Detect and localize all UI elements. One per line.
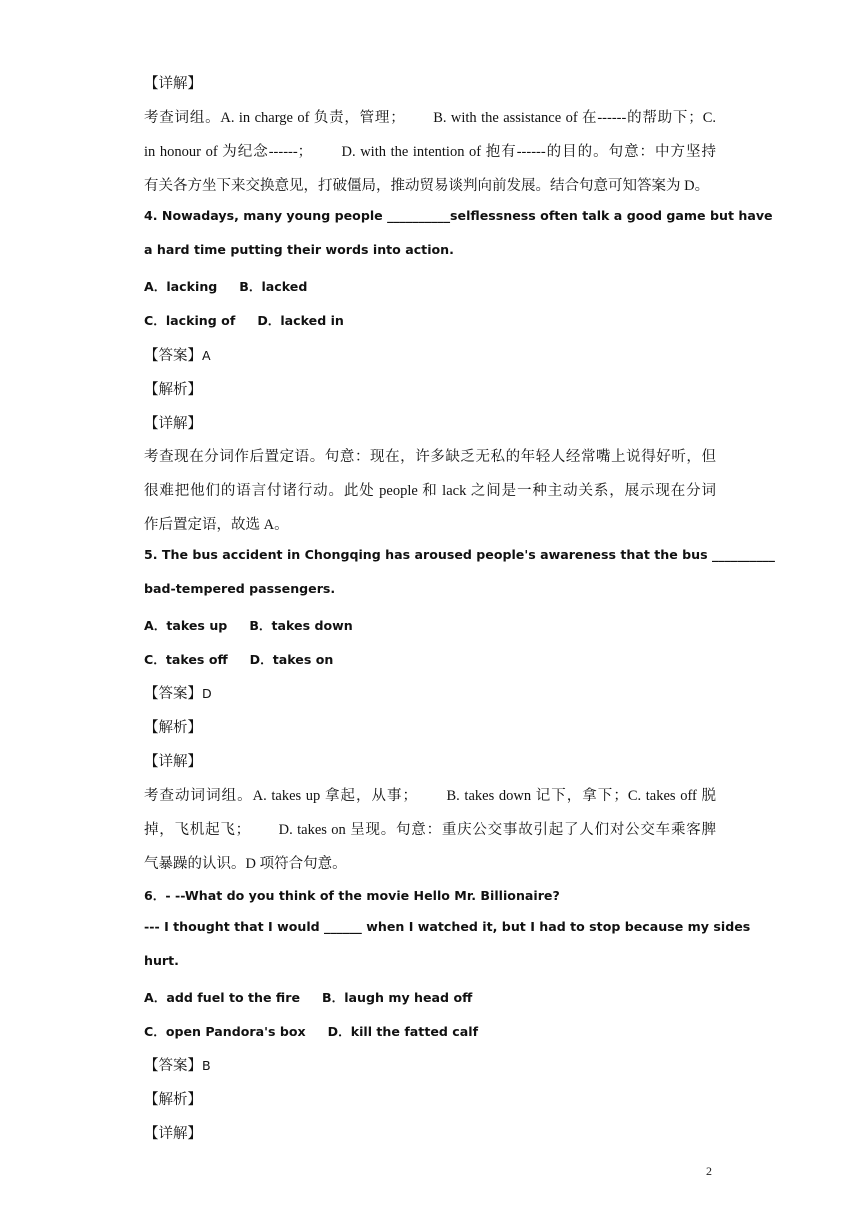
q5-explanation-line-2: 掉，飞机起飞； D. takes on 呈现。句意：重庆公交事故引起了人们对公交车乘客脾 <box>144 822 716 838</box>
q4-option-a: A．lacking <box>144 279 218 294</box>
q5-option-d: D．takes on <box>249 652 334 667</box>
q5-options-row-1 <box>144 615 716 634</box>
q4-answer-value: A <box>202 348 211 363</box>
answer-label: 【答案】 <box>144 686 202 702</box>
q3-explanation-line-1: 考查词组。A. in charge of 负责，管理； B. with the assistance of 在------的帮助下；C. <box>144 110 716 126</box>
q5-options-row-2 <box>144 649 716 668</box>
q6-stem-line-1: 6．- --What do you think of the movie Hello Mr. Billionaire? <box>144 888 560 903</box>
analysis-label: 【解析】 <box>144 1092 202 1108</box>
q6-answer <box>144 1054 716 1075</box>
detail-label: 【详解】 <box>144 416 202 432</box>
q4-answer <box>144 344 716 365</box>
q4-explanation-line-2: 很难把他们的语言付诸行动。此处 people 和 lack 之间是一种主动关系，展示现在分词 <box>144 483 716 499</box>
q4-option-c: C．lacking of <box>144 313 236 328</box>
detail-label: 【详解】 <box>144 754 202 770</box>
detail-label: 【详解】 <box>144 1126 202 1142</box>
q4-stem-line-1: 4. Nowadays, many young people __________selflessness often talk a good game but have <box>144 208 773 223</box>
q6-option-b: B．laugh my head off <box>322 990 473 1005</box>
q6-answer-value: B <box>202 1058 211 1073</box>
q4-explanation-line-3: 作后置定语，故选 A。 <box>144 517 289 533</box>
q5-answer <box>144 682 716 703</box>
q5-stem-line-1: 5. The bus accident in Chongqing has aroused people's awareness that the bus __________ <box>144 547 775 562</box>
q4-option-d: D．lacked in <box>257 313 344 328</box>
q6-option-c: C．open Pandora's box <box>144 1024 306 1039</box>
q6-option-d: D．kill the fatted calf <box>327 1024 479 1039</box>
q4-options-row-1 <box>144 276 716 295</box>
answer-label: 【答案】 <box>144 1058 202 1074</box>
q6-options-row-2 <box>144 1021 716 1040</box>
detail-label: 【详解】 <box>144 76 202 92</box>
q6-options-row-1 <box>144 987 716 1006</box>
q5-answer-value: D <box>202 686 212 701</box>
q5-option-b: B．takes down <box>249 618 353 633</box>
q4-stem-line-2: a hard time putting their words into action. <box>144 242 454 257</box>
q4-option-b: B．lacked <box>239 279 308 294</box>
analysis-label: 【解析】 <box>144 720 202 736</box>
q4-explanation-line-1: 考查现在分词作后置定语。句意：现在，许多缺乏无私的年轻人经常嘴上说得好听，但 <box>144 449 716 465</box>
q4-options-row-2 <box>144 310 716 329</box>
analysis-label: 【解析】 <box>144 382 202 398</box>
q6-stem-line-2: --- I thought that I would ______ when I watched it, but I had to stop because my sides <box>144 919 751 934</box>
q3-explanation-line-2: in honour of 为纪念------； D. with the intention of 抱有------的目的。句意：中方坚持 <box>144 144 716 160</box>
page-number: 2 <box>706 1164 712 1178</box>
q3-explanation-line-3: 有关各方坐下来交换意见，打破僵局，推动贸易谈判向前发展。结合句意可知答案为 D。 <box>144 178 710 194</box>
q6-option-a: A．add fuel to the fire <box>144 990 300 1005</box>
q5-stem-line-2: bad-tempered passengers. <box>144 581 336 596</box>
q6-stem-line-3: hurt. <box>144 953 179 968</box>
answer-label: 【答案】 <box>144 348 202 364</box>
q5-explanation-line-3: 气暴躁的认识。D 项符合句意。 <box>144 856 347 872</box>
q5-explanation-line-1: 考查动词词组。A. takes up 拿起，从事； B. takes down 记下，拿下；C. takes off 脱 <box>144 788 716 804</box>
q5-option-c: C．takes off <box>144 652 228 667</box>
q5-option-a: A．takes up <box>144 618 228 633</box>
